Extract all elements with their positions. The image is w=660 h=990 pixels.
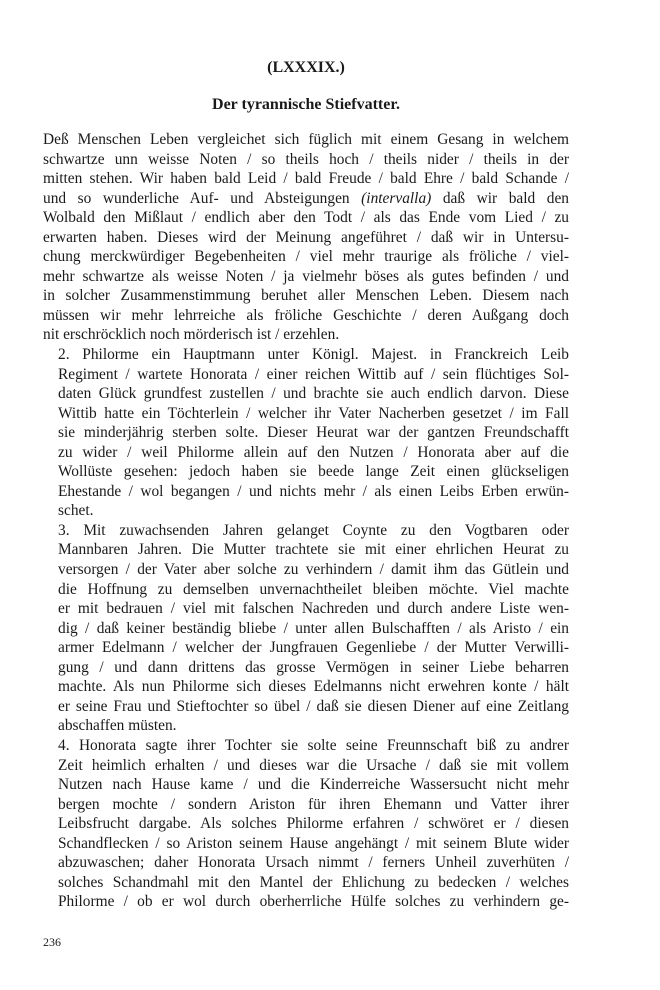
- text-line: mitten stehen. Wir haben bald Leid / bald Freude / bald Ehre / bald Schande /: [43, 170, 569, 188]
- text-line: bergen mochte / sondern Ariston für ihren Ehemann und Vatter ihrer: [58, 795, 569, 813]
- text-line: solches Schandmahl mit den Mantel der Ehlichung zu bedecken / welches: [58, 873, 569, 891]
- text-line: armer Edelmann / welcher der Jungfrauen Gegenliebe / der Mutter Verwilli-: [58, 639, 569, 657]
- text-line: Zeit heimlich erhalten / und dieses war die Ursache / daß sie mit vollem: [58, 756, 569, 774]
- chapter-title: Der tyrannische Stiefvatter.: [212, 96, 400, 113]
- text-line: Deß Menschen Leben vergleichet sich füglich mit einem Gesang in welchem: [43, 131, 569, 148]
- text-line: machte. Als nun Philorme sich dieses Edelmanns nicht erwehren konte / hält: [58, 678, 569, 696]
- text-line: Wittib hatte ein Töchterlein / welcher ihr Vater Nacherben gesetzet / im Fall: [58, 404, 569, 422]
- paragraph-1: [43, 130, 569, 345]
- body-text: [43, 130, 569, 912]
- text-line: in solcher Zusammenstimmung beruhet aller Menschen Leben. Diesem nach: [43, 287, 569, 305]
- book-page: [43, 0, 569, 990]
- italic-term: (intervalla): [361, 189, 432, 207]
- paragraph-2: [43, 345, 569, 521]
- text-line: schet.: [58, 502, 94, 520]
- text-line: versorgen / der Vater aber solche zu verhindern / damit ihm das Gütlein und: [58, 561, 569, 579]
- text-line: schwartze unn weisse Noten / so theils hoch / theils nider / theils in der: [43, 150, 569, 168]
- text-line: erwarten haben. Dieses wird der Meinung angeführet / daß wir in Untersu-: [43, 228, 569, 246]
- text-line: müssen wir mehr lehrreiche als fröliche Geschichte / deren Außgang doch: [43, 306, 569, 324]
- text-line: die Hoffnung zu demselben unvernachtheilet bleiben möchte. Viel machte: [58, 580, 569, 598]
- text-line: daten Glück grundfest zustellen / und brachte sie auch endlich darvon. Diese: [58, 385, 569, 403]
- text-line: und so wunderliche Auf- und Absteigungen (intervalla) daß wir bald den: [43, 189, 569, 207]
- text-line: Schandflecken / so Ariston seinem Hause angehängt / mit seinem Blute wider: [58, 834, 569, 852]
- text-line: 4. Honorata sagte ihrer Tochter sie solte seine Freunnschaft biß zu andrer: [58, 736, 569, 754]
- text-line: Leibsfrucht dargabe. Als solches Philorme erfahren / schwöret er / diesen: [58, 815, 569, 833]
- text-line: Regiment / wartete Honorata / einer reichen Wittib auf / sein flüchtiges Sol-: [58, 365, 569, 383]
- text-line: er seine Frau und Stieftochter so übel / daß sie diesen Diener auf eine Zeitlang: [58, 697, 569, 715]
- text-line: 3. Mit zuwachsenden Jahren gelanget Coynte zu den Vogtbaren oder: [58, 521, 569, 539]
- text-line: mehr schwartze als weisse Noten / ja vielmehr böses als gutes befinden / und: [43, 267, 569, 285]
- text-line: sie minderjährig sterben solte. Dieser Heurat war der gantzen Freundschafft: [58, 424, 569, 442]
- chapter-number: (LXXXIX.): [267, 59, 345, 76]
- text-line: Ehestande / wol begangen / und nichts mehr / als einen Leibs Erben erwün-: [58, 482, 569, 500]
- text-line: 2. Philorme ein Hauptmann unter Königl. Majest. in Franckreich Leib: [58, 346, 569, 364]
- text-line: Wolbald den Mißlaut / endlich aber den Todt / als das Ende vom Lied / zu: [43, 209, 569, 227]
- text-line: abschaffen müsten.: [58, 717, 177, 735]
- paragraph-4: [43, 736, 569, 912]
- text-line: Philorme / ob er wol durch oberherrliche Hülfe solches zu verhindern ge-: [58, 893, 569, 911]
- text-line: Mannbaren Jahren. Die Mutter trachtete sie mit einer ehrlichen Heurat zu: [58, 541, 569, 559]
- text-line: gung / und dann drittens das grosse Vermögen in seiner Liebe beharren: [58, 658, 569, 676]
- text-line: zu wider / weil Philorme allein auf den Nutzen / Honorata aber auf die: [58, 443, 569, 461]
- paragraph-3: [43, 521, 569, 736]
- page-number: 236: [43, 935, 61, 949]
- text-line: Nutzen nach Hause kame / und die Kinderreiche Wassersucht nicht mehr: [58, 776, 569, 794]
- text-line: nit erschröcklich noch mörderisch ist / erzehlen.: [43, 326, 340, 344]
- text-line: er mit bedrauen / viel mit falschen Nachreden und durch andere Liste wen-: [58, 600, 569, 618]
- text-line: Wollüste gesehen: jedoch haben sie beede lange Zeit einen glückseligen: [58, 463, 569, 481]
- text-line: dig / daß keiner beständig bliebe / unter allen Bulschafften / als Aristo / ein: [58, 619, 569, 637]
- text-line: chung merckwürdiger Begebenheiten / viel mehr traurige als fröliche / viel-: [43, 248, 569, 266]
- text-line: abzuwaschen; daher Honorata Ursach nimmt / ferners Unheil zuverhüten /: [58, 854, 569, 872]
